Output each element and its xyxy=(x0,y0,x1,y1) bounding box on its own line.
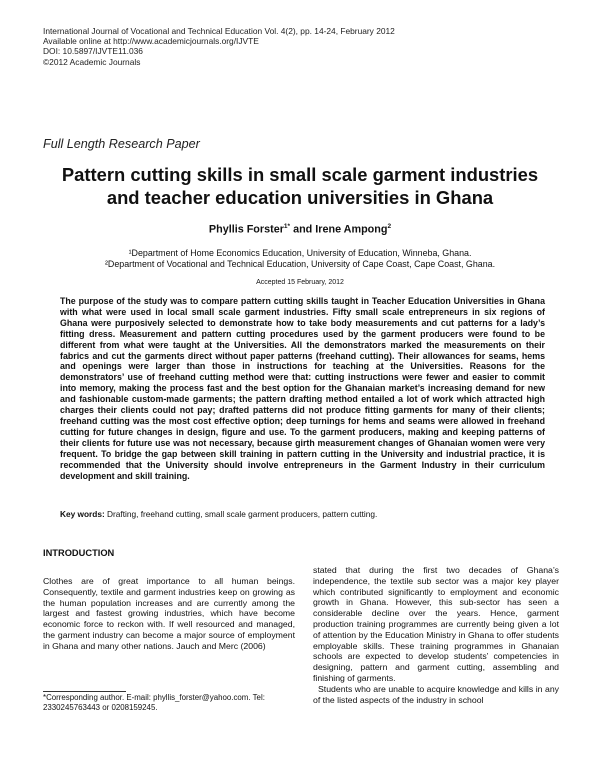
accepted-date: Accepted 15 February, 2012 xyxy=(256,279,344,286)
author-list xyxy=(0,223,600,236)
keywords-label: Key words: xyxy=(60,509,105,519)
section-heading-introduction: INTRODUCTION xyxy=(43,548,115,558)
keywords-text: Drafting, freehand cutting, small scale garment producers, pattern cutting. xyxy=(104,509,378,519)
availability-line: Available online at http://www.academicjournals.org/IJVTE xyxy=(43,36,259,47)
affiliation-2: ²Department of Vocational and Technical Education, University of Cape Coast, Cape Coast, Ghana. xyxy=(104,259,496,269)
intro-left-column: Clothes are of great importance to all human beings. Consequently, textile and garment industries keep on growing as the human population increases and are currently among the largest and fastest growing industries, which have become economic force to reckon with. If well resourced and managed, the garment industry can become a major source of employment in Ghana and many other nations. Jauch and Merc (2006) xyxy=(43,576,295,651)
corresponding-author-footnote: *Corresponding author. E-mail: phyllis_forster@yahoo.com. Tel: 2330245763443 or 0208159245. xyxy=(43,693,265,713)
journal-citation: International Journal of Vocational and Technical Education Vol. 4(2), pp. 14-24, February 2012 xyxy=(43,26,395,36)
doi-line: DOI: 10.5897/IJVTE11.036 xyxy=(43,46,143,57)
author-superscript: 2 xyxy=(387,223,392,230)
copyright-line: ©2012 Academic Journals xyxy=(43,56,141,67)
paragraph: Students who are unable to acquire knowledge and kills in any of the listed aspects of the industry in school xyxy=(313,683,559,705)
journal-header xyxy=(43,26,395,67)
author-name: Irene Ampong xyxy=(315,223,388,236)
intro-right-column xyxy=(313,565,559,705)
paper-type: Full Length Research Paper xyxy=(43,137,200,151)
keywords xyxy=(60,509,545,519)
affiliations xyxy=(0,248,600,270)
author-connector: and xyxy=(290,223,316,236)
author-superscript: 1* xyxy=(283,223,291,230)
author-name: Phyllis Forster xyxy=(208,223,284,236)
affiliation-1: ¹Department of Home Economics Education, University of Education, Winneba, Ghana. xyxy=(128,248,472,258)
paragraph: stated that during the first two decades of Ghana’s independence, the textile sub sector was a major key player which contributed significantly to employment and economic growth in Ghana. However, this sub-sector has seen a considerable decline over the years. Hence, garment production training programmes are currently being given a lot of attention by the Education Ministry in Ghana to offer students employable skills. These training programmes in Ghanaian schools are expected to develop students’ competencies in designing, pattern and garment cutting, assembling and finishing of garments. xyxy=(313,565,559,683)
paper-title: Pattern cutting skills in small scale garment industries and teacher education universities in Ghana xyxy=(61,164,539,208)
footnote-divider xyxy=(43,691,126,692)
abstract: The purpose of the study was to compare pattern cutting skills taught in Teacher Education Universities in Ghana with what were used in local small scale garment industries. Fifty small scale entrepreneurs in six regions of Ghana were purposively selected to demonstrate how to take body measurements and cut patterns for a lady’s fitting dress. Measurement and pattern cutting procedures used by the garment producers were found to be different from what were taught at the Universities. All the demonstrators marked the measurements on their fabrics and cut the garments direct without paper patterns (freehand cutting). Their allowances for seams, hems and openings were larger than those in instructions for teaching at the Universities. Reasons for the demonstrators’ use of freehand cutting method were that: cutting instructions were fewer and easier to commit into memory, making the process fast and the best option for the Ghanaian market’s increasing demand for new and fashionable custom-made garments; the pattern drafting method entailed a lot of work which attracted high charges their clients could not pay; drafted patterns did not produce fitting garments for many of their clients; freehand cutting was the most cost effective option; deep turnings for hems and seams were allowed in freehand cutting for future changes in design, figure and use. To the garment producers, making and keeping patterns of their clients for future use was not necessary, because girth measurement changes of Ghanaian women were very frequent. To bridge the gap between skill training in pattern cutting in the University and industrial practice, it is recommended that the University should involve entrepreneurs in the Garment Industry in their curriculum development and skill training. xyxy=(60,296,545,481)
